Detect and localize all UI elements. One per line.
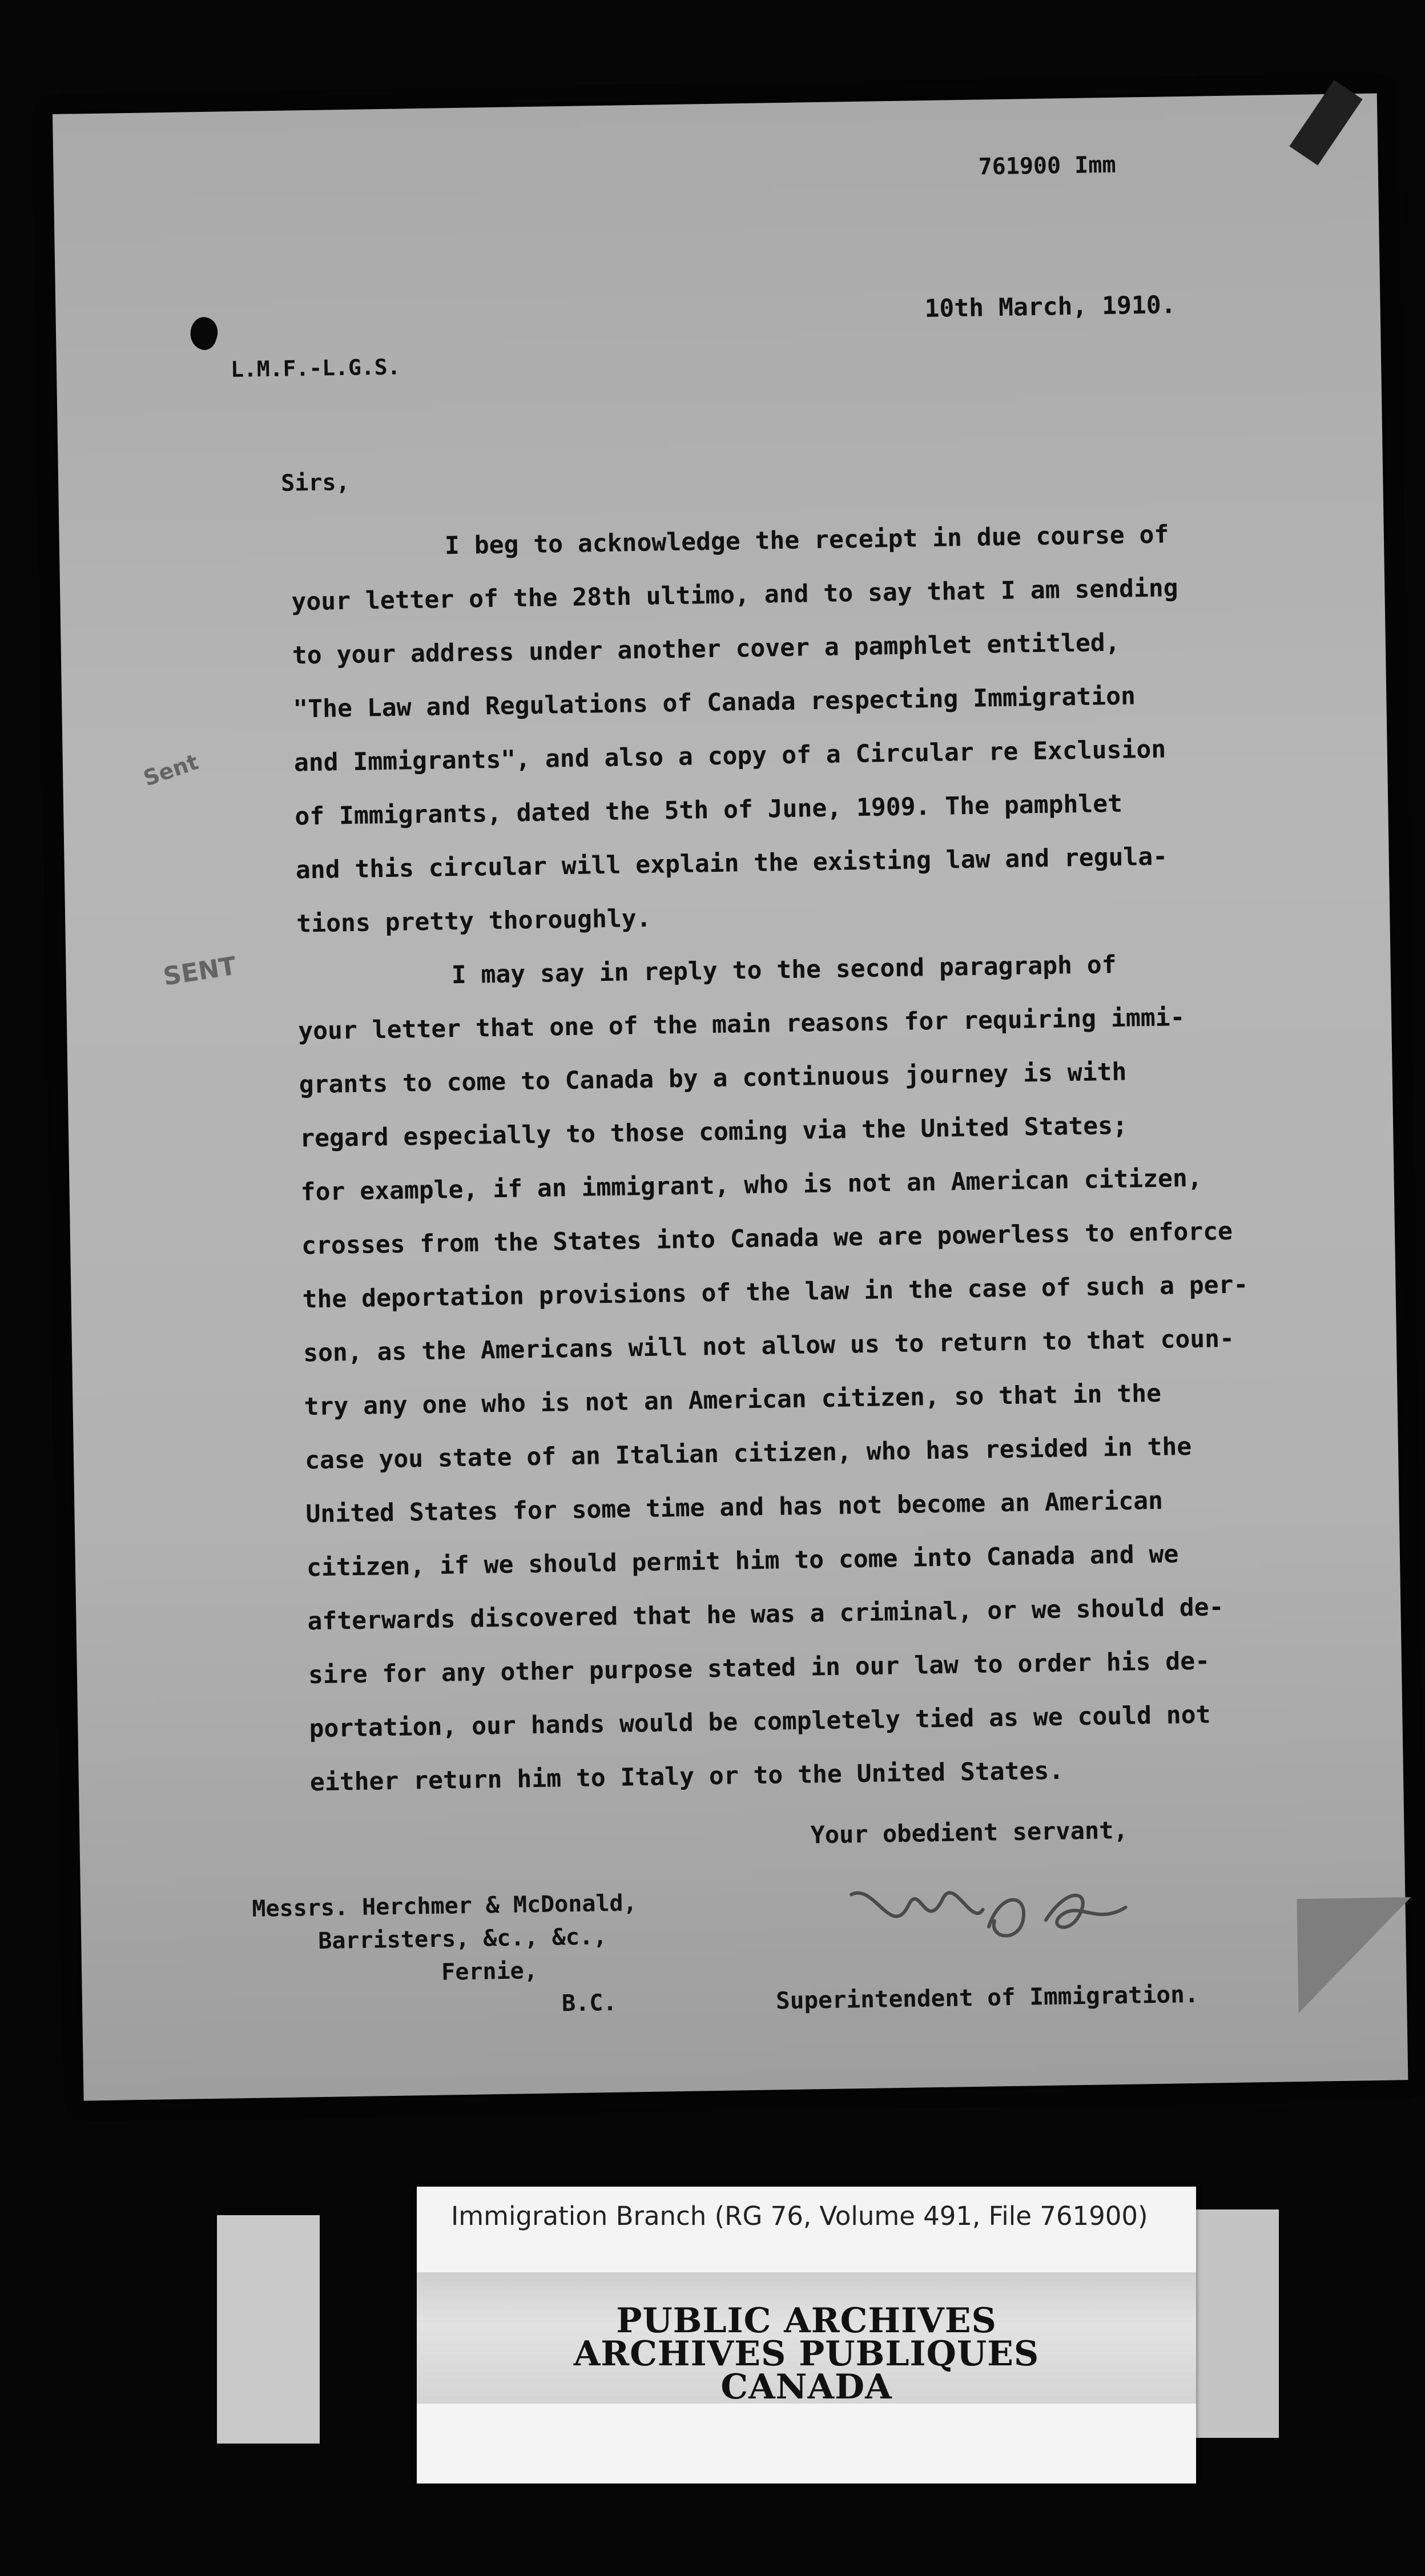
tape-strip-left: [217, 2215, 320, 2444]
body-line: son, as the Americans will not allow us to return to that coun-: [303, 1324, 1235, 1368]
addressee-line: Barristers, &c., &c.,: [317, 1923, 607, 1955]
archive-card: [417, 2187, 1196, 2484]
body-line: "The Law and Regulations of Canada respecting Immigration: [293, 682, 1136, 724]
typist-initials: L.M.F.-L.G.S.: [230, 354, 401, 383]
closing: Your obedient servant,: [810, 1816, 1129, 1849]
body-line: and Immigrants", and also a copy of a Circular re Exclusion: [293, 735, 1166, 778]
body-line: portation, our hands would be completely tied as we could not: [309, 1700, 1211, 1744]
archive-stamp-line: ARCHIVES PUBLIQUES: [573, 2334, 1040, 2374]
body-line: to your address under another cover a pamphlet entitled,: [292, 628, 1120, 670]
body-line: grants to come to Canada by a continuous journey is with: [299, 1057, 1127, 1100]
addressee-line: Messrs. Herchmer & McDonald,: [252, 1890, 638, 1922]
ink-blot: [186, 314, 222, 353]
body-line: of Immigrants, dated the 5th of June, 1909. The pamphlet: [294, 789, 1123, 831]
body-line: your letter of the 28th ultimo, and to say that I am sending: [291, 574, 1178, 617]
sent-stamp: Sent: [140, 749, 202, 791]
body-line: tions pretty thoroughly.: [296, 904, 651, 939]
body-line: either return him to Italy or to the United States.: [309, 1756, 1064, 1797]
salutation: Sirs,: [280, 469, 350, 497]
body-line: and this circular will explain the existing law and regula-: [295, 842, 1168, 885]
letter-body: [290, 506, 1326, 1810]
handwritten-signature: [839, 1856, 1138, 1958]
archive-stamp-line: CANADA: [720, 2367, 892, 2407]
paper-clip-icon: [1289, 80, 1362, 166]
sent-stamp-2: SENT: [161, 951, 239, 992]
folded-corner: [1297, 1897, 1412, 2013]
body-line: case you state of an Italian citizen, who has resided in the: [304, 1432, 1192, 1475]
letter-date: 10th March, 1910.: [924, 291, 1176, 324]
body-line: the deportation provisions of the law in the case of such a per-: [302, 1270, 1249, 1314]
addressee-block: [252, 1886, 639, 2025]
body-line: try any one who is not an American citizen, so that in the: [304, 1379, 1162, 1422]
archive-stamp-line: PUBLIC ARCHIVES: [616, 2301, 997, 2341]
addressee-line: B.C.: [561, 1989, 617, 2017]
letter-page: [53, 94, 1408, 2101]
file-reference: 761900 Imm: [978, 151, 1116, 180]
body-line: afterwards discovered that he was a criminal, or we should de-: [307, 1593, 1224, 1636]
addressee-line: Fernie,: [441, 1958, 538, 1986]
body-line: sire for any other purpose stated in our law to order his de-: [308, 1647, 1210, 1690]
body-line: for example, if an immigrant, who is not an American citizen,: [300, 1164, 1203, 1207]
body-line: crosses from the States into Canada we are powerless to enforce: [301, 1217, 1233, 1261]
body-line: regard especially to those coming via the United States;: [299, 1111, 1128, 1153]
body-line: I may say in reply to the second paragraph of: [451, 950, 1117, 990]
body-line: citizen, if we should permit him to come into Canada and we: [306, 1540, 1179, 1583]
body-line: your letter that one of the main reasons for requiring immi-: [297, 1003, 1185, 1046]
archive-reference: Immigration Branch (RG 76, Volume 491, File 761900): [451, 2201, 1148, 2231]
body-line: United States for some time and has not become an American: [305, 1486, 1164, 1529]
signatory-title: Superintendent of Immigration.: [775, 1980, 1199, 2015]
body-line: I beg to acknowledge the receipt in due course of: [444, 520, 1169, 561]
